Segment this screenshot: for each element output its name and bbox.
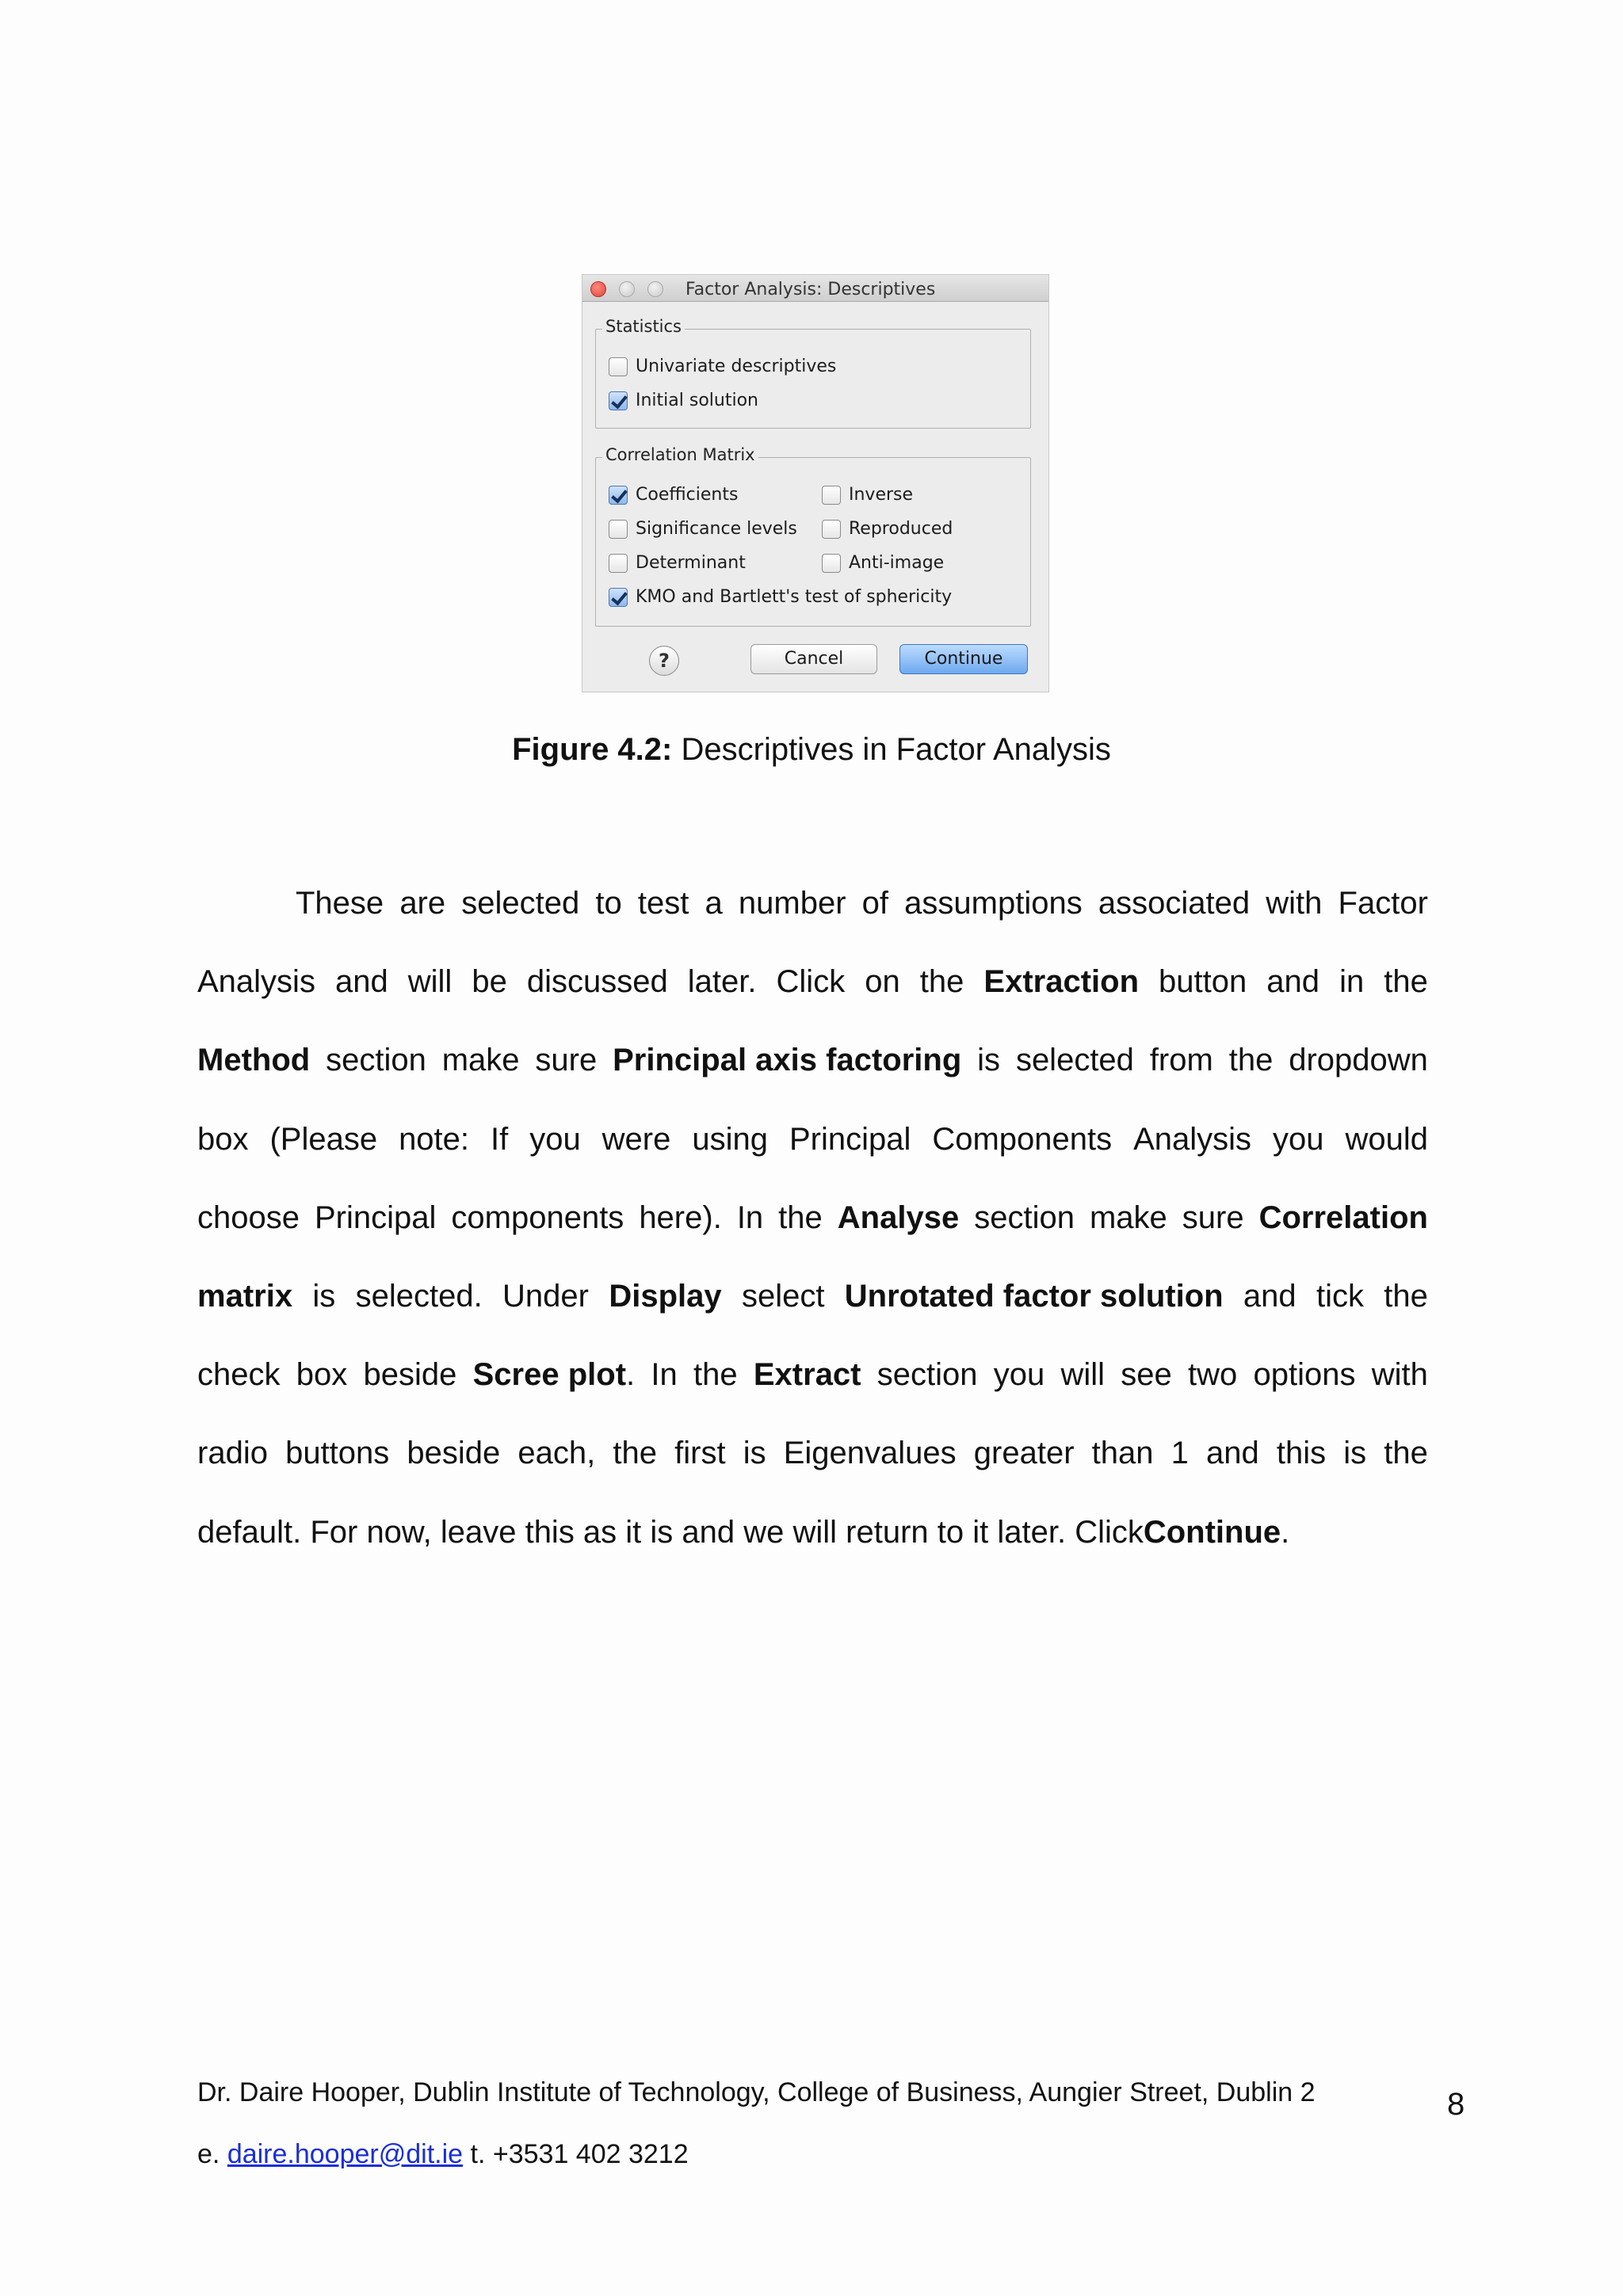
word: the: [613, 1436, 658, 1471]
word: were: [601, 1121, 671, 1157]
significance-levels-label: Significance levels: [636, 519, 797, 539]
continue-ref: Continue: [1143, 1514, 1281, 1550]
word: in: [1339, 964, 1365, 1000]
reproduced-option[interactable]: [822, 519, 953, 539]
word: section: [326, 1043, 426, 1078]
word: two: [1188, 1357, 1238, 1393]
word: first: [674, 1436, 726, 1471]
significance-levels-checkbox[interactable]: [609, 520, 628, 539]
word: Factor: [1338, 886, 1428, 921]
word: buttons: [285, 1436, 390, 1471]
word: a: [705, 886, 723, 921]
word: box: [197, 1121, 249, 1157]
word: Scree plot.: [472, 1357, 636, 1393]
word: section: [974, 1199, 1075, 1235]
line-5: [197, 1192, 1428, 1271]
word: with: [1371, 1357, 1428, 1393]
significance-levels-option[interactable]: [609, 519, 797, 539]
word: Analysis: [1133, 1121, 1252, 1157]
correlation-matrix-group: [595, 445, 1031, 627]
word: discussed: [526, 964, 668, 1000]
word: beside: [363, 1357, 457, 1393]
determinant-label: Determinant: [636, 553, 746, 573]
word: Eigenvalues: [783, 1436, 957, 1471]
correlation-matrix-legend: Correlation Matrix: [602, 445, 758, 464]
word: selected: [461, 886, 580, 921]
word: Principal: [789, 1121, 911, 1157]
word: Correlation: [1258, 1199, 1428, 1235]
initial-solution-option[interactable]: [609, 391, 758, 410]
anti-image-label: Anti-image: [849, 553, 945, 573]
body-paragraph: [197, 878, 1428, 1585]
reproduced-checkbox[interactable]: [822, 520, 841, 539]
word: In: [736, 1199, 764, 1235]
inverse-label: Inverse: [849, 485, 914, 505]
word: beside: [407, 1436, 501, 1471]
kmo-bartlett-checkbox[interactable]: [609, 588, 628, 607]
figure-label: Figure 4.2:: [512, 732, 673, 767]
figure-title: Descriptives in Factor Analysis: [681, 732, 1111, 767]
word: components: [451, 1199, 624, 1235]
line-7: [197, 1349, 1428, 1428]
phone-number: t. +3531 402 3212: [463, 2139, 689, 2169]
word: assumptions: [904, 886, 1083, 921]
word: is: [977, 1043, 1001, 1078]
figure-caption: [0, 732, 1623, 768]
word: you: [529, 1121, 581, 1157]
word: make: [441, 1043, 520, 1078]
coefficients-label: Coefficients: [636, 485, 739, 505]
page-number: 8: [1447, 2087, 1465, 2122]
close-window-icon[interactable]: [590, 281, 606, 297]
word: Method: [197, 1043, 311, 1078]
word: test: [637, 886, 689, 921]
word: will: [1060, 1357, 1106, 1393]
word: radio: [197, 1436, 268, 1471]
line-9-text: default. For now, leave this as it is and we will return to it later. Click: [197, 1514, 1144, 1550]
word: tick: [1316, 1278, 1364, 1314]
word: and: [334, 964, 388, 1000]
footer-contact: [197, 2139, 689, 2170]
word: of: [861, 886, 889, 921]
statistics-group: [595, 317, 1031, 429]
inverse-option[interactable]: [822, 485, 913, 505]
word: see: [1121, 1357, 1172, 1393]
word: with: [1266, 886, 1323, 921]
continue-button[interactable]: Continue: [899, 644, 1028, 674]
word: will: [407, 964, 453, 1000]
word: Under: [502, 1278, 589, 1314]
word: Analyse: [837, 1199, 960, 1235]
cancel-button[interactable]: Cancel: [750, 644, 877, 674]
word: choose: [197, 1199, 300, 1235]
determinant-checkbox[interactable]: [609, 554, 628, 573]
word: make: [1089, 1199, 1167, 1235]
word: to: [595, 886, 622, 921]
dialog-title: Factor Analysis: Descriptives: [685, 280, 936, 299]
word: Extract: [753, 1357, 861, 1393]
zoom-window-icon[interactable]: [647, 281, 663, 297]
univariate-descriptives-option[interactable]: [609, 357, 836, 376]
word: box: [296, 1357, 348, 1393]
word: Analysis: [197, 964, 315, 1000]
word: If: [491, 1121, 509, 1157]
word: (Please: [269, 1121, 378, 1157]
word: selected.: [355, 1278, 483, 1314]
word: on: [865, 964, 900, 1000]
footer-author: Dr. Daire Hooper, Dublin Institute of Technology, College of Business, Aungier Street, Dublin 2: [197, 2077, 1316, 2107]
line-1: [197, 878, 1428, 956]
email-prefix: e.: [197, 2139, 227, 2169]
word: matrix: [197, 1278, 293, 1314]
coefficients-option[interactable]: [609, 485, 738, 505]
line-6: [197, 1271, 1428, 1349]
word: Principal: [314, 1199, 437, 1235]
factor-analysis-descriptives-dialog: [582, 274, 1049, 692]
word: each,: [517, 1436, 596, 1471]
statistics-legend: Statistics: [602, 317, 685, 336]
word: using: [692, 1121, 768, 1157]
univariate-descriptives-checkbox[interactable]: [609, 357, 628, 376]
dialog-titlebar: [582, 275, 1048, 302]
line-9-end: .: [1281, 1514, 1290, 1550]
initial-solution-checkbox[interactable]: [609, 391, 628, 410]
word: you: [993, 1357, 1045, 1393]
word: the: [919, 964, 964, 1000]
word: and: [1243, 1278, 1296, 1314]
word: you: [1273, 1121, 1324, 1157]
word: Extraction: [983, 964, 1140, 1000]
word: is: [743, 1436, 766, 1471]
word: select: [741, 1278, 825, 1314]
word: the: [1384, 1278, 1428, 1314]
word: the: [1228, 1043, 1274, 1078]
word: Components: [932, 1121, 1113, 1157]
word: sure: [1182, 1199, 1244, 1235]
word: sure: [535, 1043, 598, 1078]
word: number: [738, 886, 846, 921]
word: Principal axis factoring: [613, 1043, 962, 1078]
word: are: [399, 886, 446, 921]
minimize-window-icon[interactable]: [619, 281, 635, 297]
word: selected: [1015, 1043, 1134, 1078]
line-4: [197, 1114, 1428, 1192]
word: would: [1345, 1121, 1428, 1157]
word: the: [693, 1357, 738, 1393]
kmo-bartlett-label: KMO and Bartlett's test of sphericity: [636, 587, 953, 607]
word: this: [1276, 1436, 1327, 1471]
word: here).: [639, 1199, 722, 1235]
word: than: [1091, 1436, 1154, 1471]
word: 1: [1170, 1436, 1189, 1471]
word: button: [1159, 964, 1247, 1000]
word: and: [1266, 964, 1320, 1000]
univariate-descriptives-label: Univariate descriptives: [636, 357, 837, 376]
reproduced-label: Reproduced: [849, 519, 953, 539]
word: the: [1384, 1436, 1428, 1471]
word: Click: [776, 964, 846, 1000]
word: options: [1253, 1357, 1356, 1393]
line-2: [197, 956, 1428, 1035]
word: check: [197, 1357, 281, 1393]
anti-image-checkbox[interactable]: [822, 554, 841, 573]
word: and: [1206, 1436, 1259, 1471]
word: Unrotated factor solution: [844, 1278, 1224, 1314]
word: is: [312, 1278, 336, 1314]
coefficients-checkbox[interactable]: [609, 486, 628, 505]
word: associated: [1098, 886, 1251, 921]
word: later.: [687, 964, 757, 1000]
word: Display: [609, 1278, 722, 1314]
word: In: [651, 1357, 678, 1393]
line-3: [197, 1035, 1428, 1113]
line-8: [197, 1428, 1428, 1506]
word: These: [296, 886, 384, 921]
word: the: [1384, 964, 1428, 1000]
inverse-checkbox[interactable]: [822, 486, 841, 505]
kmo-bartlett-option[interactable]: [609, 587, 952, 607]
determinant-option[interactable]: [609, 553, 746, 573]
word: is: [1343, 1436, 1367, 1471]
email-link[interactable]: daire.hooper@dit.ie: [227, 2139, 464, 2169]
anti-image-option[interactable]: [822, 553, 944, 573]
help-button[interactable]: ?: [649, 646, 679, 676]
word: be: [472, 964, 507, 1000]
line-9: [197, 1507, 1428, 1585]
word: section: [876, 1357, 978, 1393]
word: the: [778, 1199, 823, 1235]
word: from: [1149, 1043, 1213, 1078]
word: greater: [973, 1436, 1075, 1471]
word: note:: [399, 1121, 470, 1157]
word: dropdown: [1289, 1043, 1428, 1078]
initial-solution-label: Initial solution: [636, 391, 758, 410]
